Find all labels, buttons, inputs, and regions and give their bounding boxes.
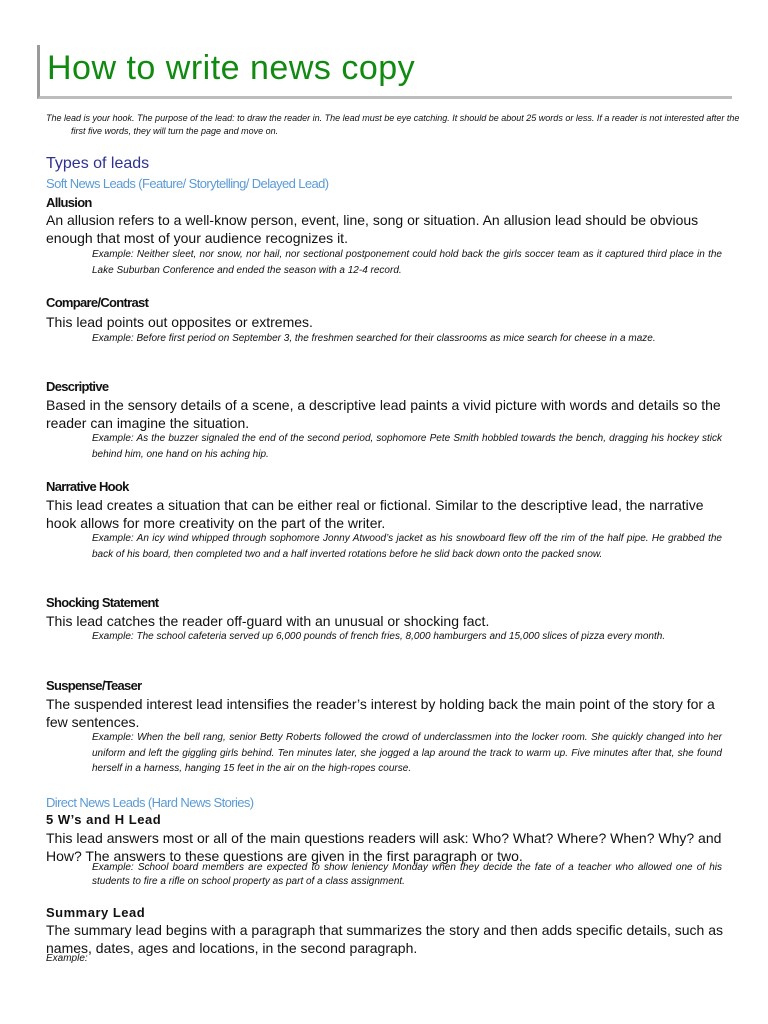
section-example-allusion: Example: Neither sleet, nor snow, nor hail, nor sectional postponement could hold back the girls soccer team as it captured third place in the Lake Suburban Conference and ended the season with a 12-4 record. — [92, 249, 722, 276]
types-heading: Types of leads — [46, 155, 150, 172]
section-example-suspense-teaser: Example: When the bell rang, senior Betty Roberts followed the crowd of underclassmen into the locker room. She quickly changed into her uniform and left the giggling girls behind. Ten minutes later, she jogged a lap around the track to warm up. Five minutes after that, she found herself in a harness, hanging 15 feet in the air on the high-ropes course. — [92, 732, 722, 774]
soft-news-heading: Soft News Leads (Feature/ Storytelling/ Delayed Lead) — [46, 176, 329, 191]
section-body-shocking-statement: This lead catches the reader off-guard with an unusual or shocking fact. — [46, 613, 490, 629]
section-example-compare-contrast: Example: Before first period on September 3, the freshmen searched for their classrooms as mice search for cheese in a maze. — [92, 333, 656, 344]
section-body-suspense-teaser: The suspended interest lead intensifies the reader’s interest by holding back the main point of the story for a few sentences. — [46, 696, 715, 730]
section-heading-compare-contrast: Compare/Contrast — [46, 295, 149, 310]
section-heading-shocking-statement: Shocking Statement — [46, 595, 159, 610]
section-heading-suspense-teaser: Suspense/Teaser — [46, 678, 142, 693]
section-example-5ws-h: Example: School board members are expected to show leniency Monday when they decide the fate of a teacher who allowed one of his students to fire a rifle on school property as part of a class assignment. — [92, 862, 722, 887]
section-body-summary-lead: The summary lead begins with a paragraph that summarizes the story and then adds specific details, such as names, dates, ages and locations, in the second paragraph. — [46, 922, 724, 956]
title-block — [37, 45, 732, 99]
direct-news-heading: Direct News Leads (Hard News Stories) — [46, 795, 254, 810]
section-body-narrative-hook: This lead creates a situation that can be either real or fictional. Similar to the descriptive lead, the narrative hook allows for more creativity on the part of the writer. — [46, 497, 704, 531]
section-example-summary-lead: Example: — [46, 953, 88, 964]
section-body-5ws-h: This lead answers most or all of the main questions readers will ask: Who? What? Where? When? Why? and How? The answers to these questions are given in the first paragraph or two. — [46, 830, 722, 864]
section-body-compare-contrast: This lead points out opposites or extremes. — [46, 314, 313, 330]
section-example-descriptive: Example: As the buzzer signaled the end of the second period, sophomore Pete Smith hobbled towards the bench, dragging his hockey stick behind him, one hand on his aching hip. — [92, 433, 722, 460]
section-body-allusion: An allusion refers to a well-know person, event, line, song or situation. An allusion lead should be obvious enough that most of your audience recognizes it. — [46, 212, 699, 246]
section-heading-5ws-h: 5 W’s and H Lead — [46, 812, 162, 827]
page-title: How to write news copy — [47, 49, 416, 87]
section-body-descriptive: Based in the sensory details of a scene, a descriptive lead paints a vivid picture with words and details so the reader can imagine the situation. — [46, 397, 721, 431]
section-heading-summary-lead: Summary Lead — [46, 905, 146, 920]
section-heading-descriptive: Descriptive — [46, 379, 109, 394]
section-heading-allusion: Allusion — [46, 195, 92, 210]
section-example-shocking-statement: Example: The school cafeteria served up 6,000 pounds of french fries, 8,000 hamburgers and 15,000 slices of pizza every month. — [92, 631, 666, 642]
section-heading-narrative-hook: Narrative Hook — [46, 479, 129, 494]
section-example-narrative-hook: Example: An icy wind whipped through sophomore Jonny Atwood’s jacket as his snowboard flew off the rim of the half pipe. He grabbed the back of his board, then completed two and a half inverted rotations before he slid back down onto the packed snow. — [92, 533, 722, 560]
intro-paragraph: The lead is your hook. The purpose of the lead: to draw the reader in. The lead must be eye catching. It should be about 25 words or less. If a reader is not interested after the first five words, they will turn the page and move on. — [46, 113, 740, 136]
